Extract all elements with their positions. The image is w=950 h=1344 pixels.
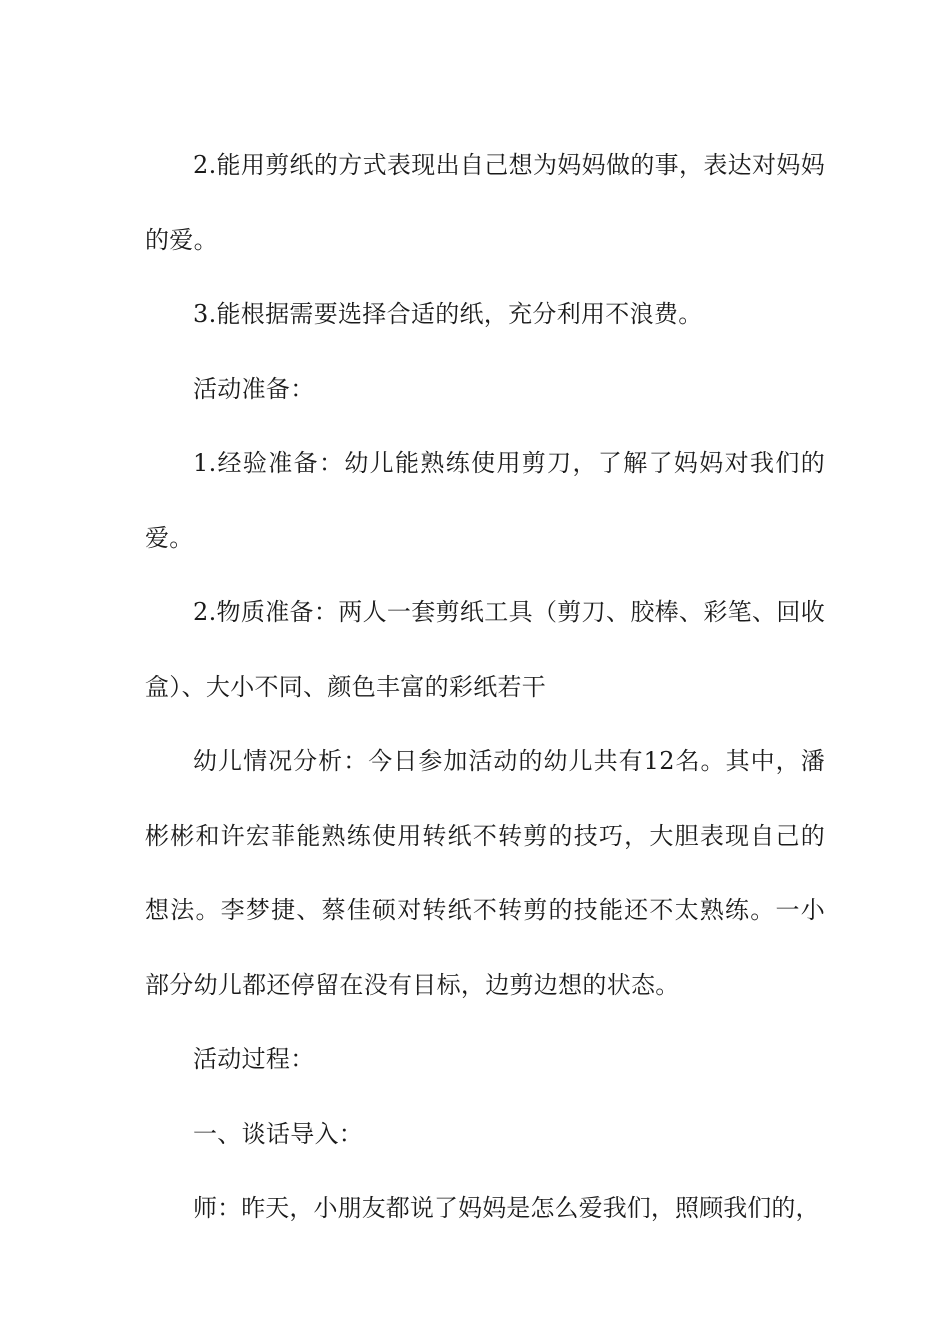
heading-activity-preparation: 活动准备： (193, 374, 315, 403)
heading-activity-process: 活动过程： (193, 1045, 315, 1073)
document-body (145, 128, 825, 1246)
paragraph-children-analysis: 幼儿情况分析：今日参加活动的幼儿共有12名。其中，潘彬彬和许宏菲能熟练使用转纸不转剪的技巧，大胆表现自己的想法。李梦捷、蔡佳硕对转纸不转剪的技能还不太熟练。一小部分幼儿都还停留在没有目标，边剪边想的状态。 (145, 747, 825, 999)
paragraph-teacher-speech: 师：昨天，小朋友都说了妈妈是怎么爱我们，照顾我们的， (193, 1194, 820, 1222)
paragraph-objective-3: 3.能根据需要选择合适的纸，充分利用不浪费。 (193, 300, 703, 328)
paragraph-objective-2: 2.能用剪纸的方式表现出自己想为妈妈做的事，表达对妈妈的爱。 (145, 151, 825, 254)
paragraph-preparation-experience: 1.经验准备：幼儿能熟练使用剪刀，了解了妈妈对我们的爱。 (145, 449, 825, 552)
heading-conversation-intro: 一、谈话导入： (193, 1119, 364, 1148)
paragraph-preparation-materials: 2.物质准备：两人一套剪纸工具（剪刀、胶棒、彩笔、回收盒）、大小不同、颜色丰富的彩纸若干 (145, 598, 825, 701)
